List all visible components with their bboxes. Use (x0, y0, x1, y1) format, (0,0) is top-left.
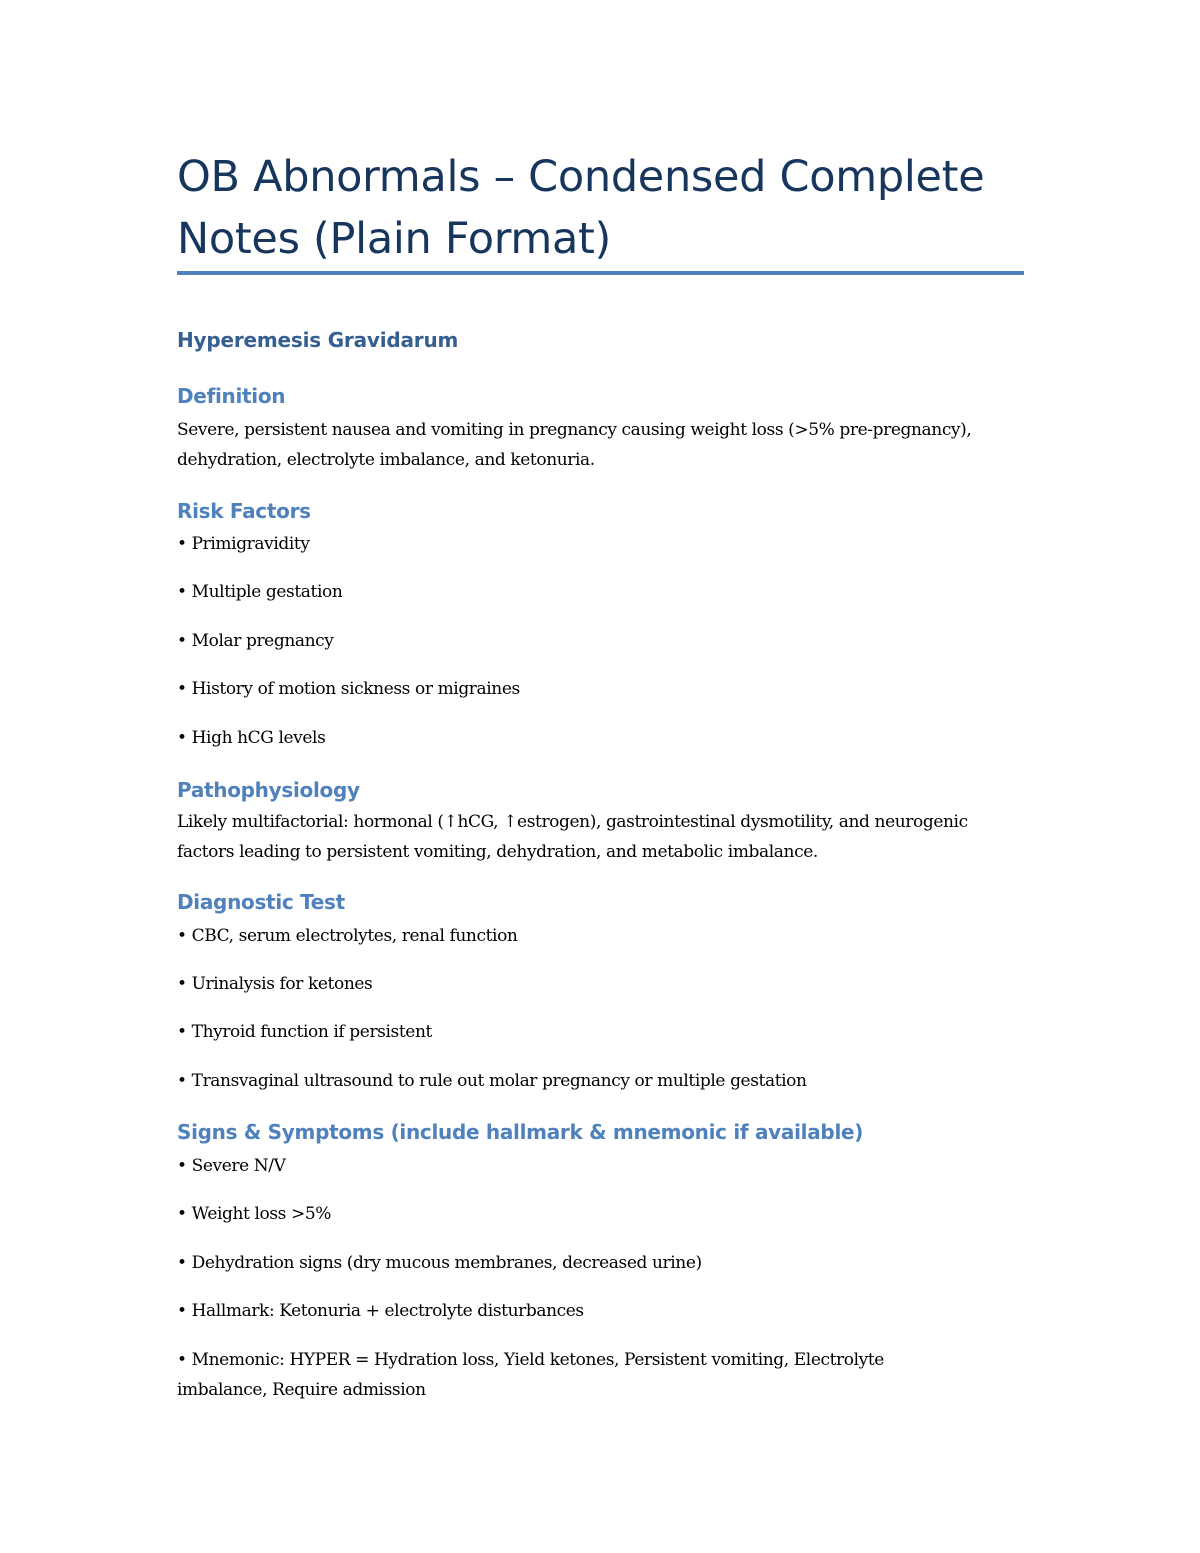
risk-factor-item: • Molar pregnancy (177, 631, 334, 651)
sign-symptom-item: • Weight loss >5% (177, 1204, 332, 1224)
definition-text: Severe, persistent nausea and vomiting in pregnancy causing weight loss (>5% pre-pregnancy), dehydration, electrolyte imbalance, and ketonuria. (177, 420, 972, 470)
sign-symptom-item: • Dehydration signs (dry mucous membranes, decreased urine) (177, 1253, 702, 1273)
diagnostic-test-item: • CBC, serum electrolytes, renal function (177, 926, 518, 946)
risk-factor-item: • History of motion sickness or migraines (177, 679, 520, 699)
document-title: OB Abnormals – Condensed Complete Notes (Plain Format) (177, 152, 985, 264)
diagnostic-test-item: • Thyroid function if persistent (177, 1022, 432, 1042)
sign-symptom-item: • Mnemonic: HYPER = Hydration loss, Yield ketones, Persistent vomiting, Electrolyte imbalance, Require admission (177, 1350, 884, 1400)
risk-factor-item: • High hCG levels (177, 728, 326, 748)
subheading-risk-factors: Risk Factors (177, 499, 311, 523)
pathophysiology-text: Likely multifactorial: hormonal (↑hCG, ↑estrogen), gastrointestinal dysmotility, and neurogenic factors leading to persistent vomiting, dehydration, and metabolic imbalance. (177, 812, 968, 862)
subheading-definition: Definition (177, 384, 286, 408)
title-underline (177, 271, 1024, 275)
subheading-pathophysiology: Pathophysiology (177, 778, 360, 802)
section-heading-hyperemesis: Hyperemesis Gravidarum (177, 328, 459, 352)
subheading-diagnostic-test: Diagnostic Test (177, 890, 345, 914)
diagnostic-test-item: • Transvaginal ultrasound to rule out molar pregnancy or multiple gestation (177, 1071, 807, 1091)
sign-symptom-item: • Severe N/V (177, 1156, 286, 1176)
risk-factor-item: • Primigravidity (177, 534, 310, 554)
risk-factor-item: • Multiple gestation (177, 582, 343, 602)
subheading-signs-symptoms: Signs & Symptoms (include hallmark & mnemonic if available) (177, 1120, 864, 1144)
sign-symptom-item: • Hallmark: Ketonuria + electrolyte disturbances (177, 1301, 584, 1321)
diagnostic-test-item: • Urinalysis for ketones (177, 974, 373, 994)
